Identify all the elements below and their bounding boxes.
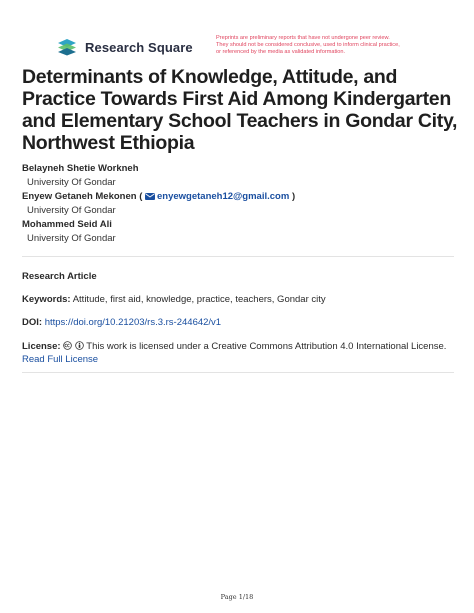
email-open-paren: ( [139, 191, 143, 202]
article-type-label: Research Article [22, 271, 97, 282]
email-close-paren: ) [291, 191, 296, 202]
research-square-logo[interactable] [56, 38, 193, 56]
author-affiliation: University Of Gondar [27, 177, 116, 188]
creative-commons-icon [63, 341, 72, 350]
article-type [22, 270, 457, 283]
doi-link[interactable]: https://doi.org/10.21203/rs.3.rs-244642/v1 [44, 317, 222, 328]
doi-label: DOI: [22, 317, 43, 328]
author-name: Mohammed Seid Ali [22, 219, 112, 230]
author-row [22, 190, 452, 204]
author-affiliation: University Of Gondar [27, 205, 116, 216]
keywords-value: Attitude, first aid, knowledge, practice, teachers, Gondar city [72, 294, 326, 305]
disclaimer-line: They should not be considered conclusive, used to inform clinical practice, [216, 42, 400, 49]
disclaimer-line: Preprints are preliminary reports that have not undergone peer review. [216, 35, 390, 41]
preprint-disclaimer [216, 35, 466, 57]
section-divider [22, 372, 454, 373]
author-email: enyewgetaneh12@gmail.com [157, 191, 290, 202]
paper-title: Determinants of Knowledge, Attitude, and Practice Towards First Aid Among Kindergarten and Elementary School Teachers in Gondar City, Northwest Ethiopia [22, 66, 458, 154]
author-name: Enyew Getaneh Mekonen [22, 191, 137, 202]
keywords-label: Keywords: [22, 294, 71, 305]
page-header [0, 0, 474, 64]
page-number: Page 1/18 [220, 593, 254, 601]
author-name: Belayneh Shetie Workneh [22, 163, 139, 174]
license-label: License: [22, 341, 61, 352]
disclaimer-line: or referenced by the media as validated information. [216, 49, 346, 56]
read-full-license-link[interactable]: Read Full License [22, 354, 99, 365]
keywords-line [22, 293, 457, 306]
author-list [22, 162, 452, 246]
section-divider [22, 256, 454, 257]
research-square-logo-icon [56, 38, 78, 56]
envelope-icon [145, 193, 155, 200]
doi-line [22, 316, 457, 329]
author-email-link[interactable] [145, 191, 292, 202]
author-affiliation: University Of Gondar [27, 233, 116, 244]
brand-name: Research Square [85, 39, 193, 55]
attribution-icon [75, 341, 84, 350]
license-line [22, 340, 457, 353]
license-text: This work is licensed under a Creative Commons Attribution 4.0 International License. [86, 341, 447, 352]
license-block [22, 340, 457, 366]
